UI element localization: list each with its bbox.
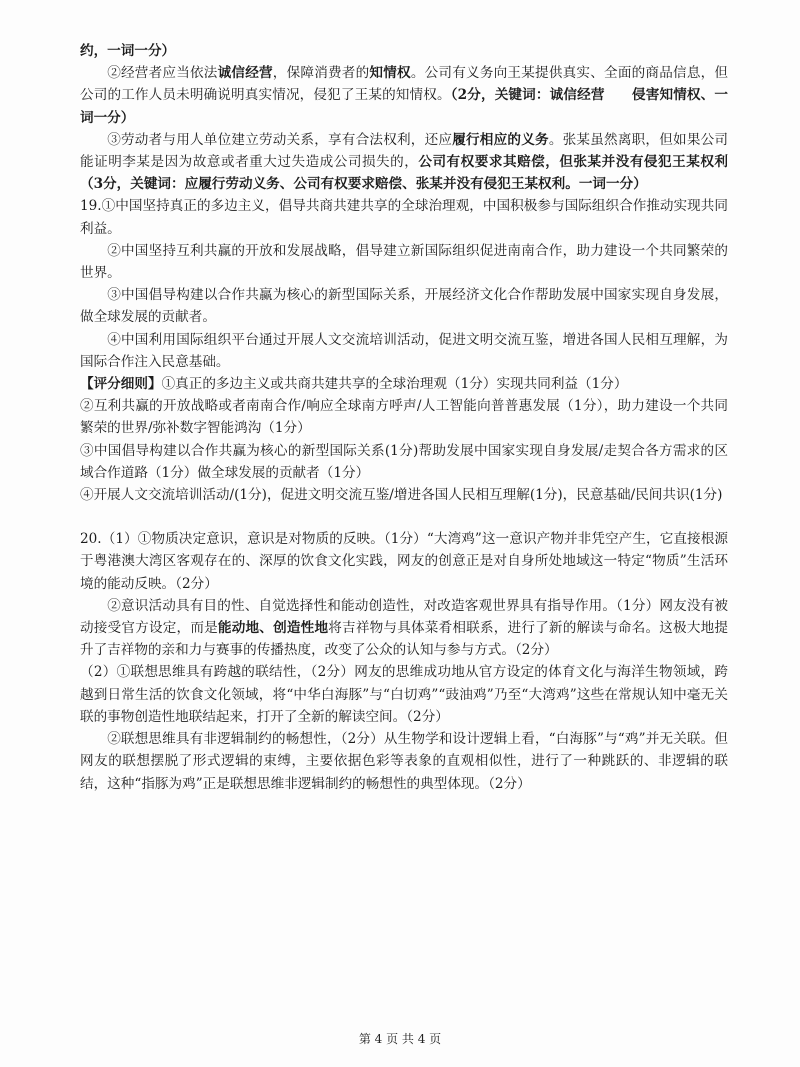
q19-rubric-4: ④开展人文交流培训活动/(1分)，促进文明交流互鉴/增进各国人民相互理解(1分)，民意基础/民间共识(1分) <box>80 487 723 504</box>
q18-p3-scoring: 公司有权要求其赔偿，但张某并没有侵犯王某权利（3分，关键词：应履行劳动义务、公司有权要求赔偿、张某并没有侵犯王某权利。一词一分） <box>80 154 729 193</box>
q19-point-2: ②中国坚持互利共赢的开放和发展战略，倡导建立新国际组织促进南南合作，助力建设一个共同繁荣的世界。 <box>80 242 728 282</box>
q18-p3-keyword-obligation: 履行相应的义务 <box>452 131 549 148</box>
q20-p2-text-c: 将吉祥物与具体菜肴相联系，进行了新的解读与命名。这极大地提升了吉祥物的亲和力与赛事的传播热度，改变了公众的认知与参与方式。（2分） <box>80 620 729 659</box>
q20-part2-point-1: （2）①联想思维具有跨越的联结性，（2分）网友的思维成功地从官方设定的体育文化与海洋生物领域，跨越到日常生活的饮食文化领域，将“中华白海豚”与“白切鸡”“豉油鸡”乃至“大湾鸡”这些在常规认知中毫无关联的事物创造性地联结起来，打开了全新的解读空间。（2分） <box>80 664 728 725</box>
q19-rubric-2: ②互利共赢的开放战略或者南南合作/响应全球南方呼声/人工智能向普普惠发展（1分），助力建设一个共同繁荣的世界/弥补数字智能鸿沟（1分） <box>80 398 728 437</box>
answer-content <box>80 40 728 795</box>
q18-p2-scoring: （2分，关键词：诚信经营 侵害知情权、一词一分） <box>80 87 728 126</box>
q18-point-3 <box>80 129 728 196</box>
q18-p2-keyword-right-to-know: 知情权 <box>369 65 411 82</box>
page-number-footer: 第 4 页 共 4 页 <box>358 1032 442 1046</box>
q19-rubric-1-text: ①真正的多边主义或共商共建共享的全球治理观（1分）实现共同利益（1分） <box>161 376 628 393</box>
q18-p3-text-c: 。张某虽然离职，但如果公司能证明李某是因为故意或者重大过失造成公司损失的， <box>80 131 729 171</box>
q20-p2-text-a: ②意识活动具有目的性、自觉选择性和能动创造性，对改造客观世界具有指导作用。（1分）网友没有被动接受官方设定，而是 <box>80 597 728 637</box>
q20-part1-point-2 <box>80 595 728 662</box>
q19-rubric-3: ③中国倡导构建以合作共赢为核心的新型国际关系(1分)帮助发展中国家实现自身发展/走契合各方需求的区域合作道路（1分）做全球发展的贡献者（1分） <box>80 442 728 481</box>
q18-continuation-line: 约，一词一分） <box>80 43 176 59</box>
q19-point-3: ③中国倡导构建以合作共赢为核心的新型国际关系，开展经济文化合作帮助发展中国家实现自身发展，做全球发展的贡献者。 <box>80 287 728 326</box>
q19-rubric-label: 【评分细则】 <box>80 376 162 393</box>
q20-part2-point-2: ②联想思维具有非逻辑制约的畅想性，（2分）从生物学和设计逻辑上看，“白海豚”与“鸡”并无关联。但网友的联想摆脱了形式逻辑的束缚，主要依据色彩等表象的直观相似性，进行了一种跳跃的、非逻辑的联结，这种“指豚为鸡”正是联想思维非逻辑制约的畅想性的典型体现。（2分） <box>80 731 728 792</box>
q19-rubric-1 <box>80 373 728 395</box>
q18-p2-text-c: ，保障消费者的 <box>272 65 370 82</box>
q20-p2-keyword-creative: 能动地、创造性地 <box>217 620 329 637</box>
q18-p2-keyword-honesty: 诚信经营 <box>217 65 273 82</box>
q18-p3-text-a: ③劳动者与用人单位建立劳动关系，享有合法权利，还应 <box>107 131 453 148</box>
q19-point-4: ④中国利用国际组织平台通过开展人文交流培训活动，促进文明交流互鉴，增进各国人民相互理解，为国际合作注入民意基础。 <box>80 331 728 370</box>
section-spacer <box>80 506 728 528</box>
q18-p2-text-a: ②经营者应当依法 <box>107 65 218 82</box>
q19-point-1: 19.①中国坚持真正的多边主义，倡导共商共建共享的全球治理观，中国积极参与国际组织合作推动实现共同利益。 <box>80 198 728 237</box>
q18-p2-text-e: 。公司有义务向王某提供真实、全面的商品信息，但公司的工作人员未明确说明真实情况，侵犯了王某的知情权。 <box>80 65 729 104</box>
q18-point-2 <box>80 62 728 129</box>
q20-part1-point-1: 20.（1）①物质决定意识，意识是对物质的反映。（1分）“大湾鸡”这一意识产物并非凭空产生，它直接根源于粤港澳大湾区客观存在的、深厚的饮食文化实践，网友的创意正是对自身所处地域这一特定“物质”生活环境的能动反映。（2分） <box>80 531 728 592</box>
